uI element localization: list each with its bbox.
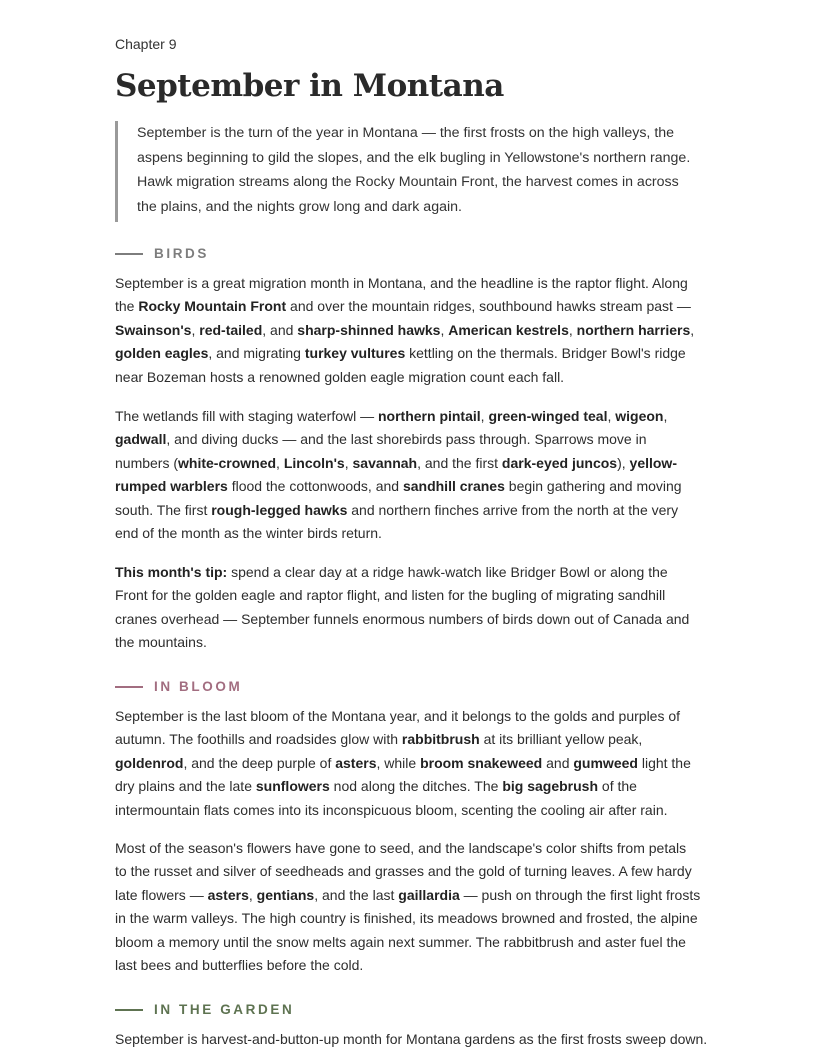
bold-term: green-winged teal xyxy=(488,408,608,424)
tip-label: This month's tip: xyxy=(115,564,228,580)
bold-term: broom snakeweed xyxy=(420,754,543,771)
bold-term: white-crowned xyxy=(178,454,277,471)
bloom-paragraph-2: Most of the season's flowers have gone to seed, and the landscape's color shifts from petals to the russet and silver of seedheads and grasses and the gold of turning leaves. A few hardy late flowers — asters, gentians, and the last gaillardia — push on through the first light frosts in the warm valleys. The high country is finished, its meadows browned and frosted, the alpine bloom a memory until the snow melts again next summer. The rabbitbrush and aster fuel the last bees and butterflies before the cold. xyxy=(115,840,701,974)
birds-paragraph-1: September is a great migration month in Montana, and the headline is the raptor flight. Along the Rocky Mountain Front and over the mountain ridges, southbound hawks stream past — Swainson's, red-tailed, and sharp-shinned hawks, American kestrels, northern harriers, golden eagles, and migrating turkey vultures kettling on the thermals. Bridger Bowl's ridge near Bozeman hosts a renowned golden eagle migration count each fall. xyxy=(115,275,695,385)
bold-term: dark-eyed juncos xyxy=(501,454,618,471)
section-heading-birds xyxy=(115,246,209,261)
bold-term: northern pintail xyxy=(378,408,481,424)
bold-term: savannah xyxy=(352,454,418,471)
bold-term: big sagebrush xyxy=(502,778,599,795)
page-title: September in Montana xyxy=(115,68,504,104)
section-heading-label: BIRDS xyxy=(154,246,210,261)
bold-term: goldenrod xyxy=(115,754,184,771)
bold-term: Lincoln's xyxy=(283,454,345,471)
birds-tip-paragraph: This month's tip: spend a clear day at a ridge hawk-watch like Bridger Bowl or along the Front for the golden eagle and raptor flight, and listen for the bugling of migrating sandhill cranes overhead — September funnels enormous numbers of birds down out of Canada and the mountains. xyxy=(115,564,690,651)
bold-term: golden eagles xyxy=(115,345,209,362)
bold-term: sharp-shinned hawks xyxy=(297,321,441,338)
section-heading-label: IN BLOOM xyxy=(154,679,243,694)
bold-term: wigeon xyxy=(615,408,664,424)
bold-term: sunflowers xyxy=(255,778,330,795)
bloom-paragraph-1: September is the last bloom of the Montana year, and it belongs to the golds and purples of autumn. The foothills and roadsides glow with rabbitbrush at its brilliant yellow peak, goldenrod, and the deep purple of asters, while broom snakeweed and gumweed light the dry plains and the late sunflowers nod along the ditches. The big sagebrush of the intermountain flats comes into its inconspicuous bloom, scenting the cooling air after rain. xyxy=(115,708,691,818)
section-rule xyxy=(115,253,143,255)
bold-term: asters xyxy=(207,886,249,903)
bold-term: gentians xyxy=(256,886,315,903)
bold-term: asters xyxy=(335,754,377,771)
garden-paragraph-1: September is harvest-and-button-up month for Montana gardens as the first frosts sweep down. xyxy=(115,1031,708,1047)
bold-term: sandhill cranes xyxy=(402,478,505,495)
section-heading-label: IN THE GARDEN xyxy=(154,1002,295,1017)
section-heading-in-bloom xyxy=(115,679,242,694)
bold-term: gadwall xyxy=(115,431,167,448)
bold-term: turkey vultures xyxy=(304,345,406,362)
bold-term: Swainson's xyxy=(115,321,192,338)
intro-blockquote: September is the turn of the year in Montana — the first frosts on the high valleys, the aspens beginning to gild the slopes, and the elk bugling in Yellowstone's northern range. Hawk migration streams along the Rocky Mountain Front, the harvest comes in across the plains, and the nights grow long and dark again. xyxy=(115,121,701,222)
bold-term: northern harriers xyxy=(576,321,691,338)
bold-term: Rocky Mountain Front xyxy=(138,298,287,315)
chapter-label: Chapter 9 xyxy=(115,36,177,52)
bold-term: yellow-rumped warblers xyxy=(115,454,677,495)
bold-term: American kestrels xyxy=(448,321,569,338)
section-rule xyxy=(115,1009,143,1011)
bold-term: gumweed xyxy=(573,754,638,771)
bold-term: rough-legged hawks xyxy=(211,501,348,518)
bold-term: red-tailed xyxy=(199,321,263,338)
birds-paragraph-2: The wetlands fill with staging waterfowl — northern pintail, green-winged teal, wigeon, gadwall, and diving ducks — and the last shorebirds pass through. Sparrows move in numbers (white-crowned, Lincoln's, savannah, and the first dark-eyed juncos), yellow-rumped warblers flood the cottonwoods, and sandhill cranes begin gathering and moving south. The first rough-legged hawks and northern finches arrive from the north at the very end of the month as the winter birds return. xyxy=(115,408,682,542)
section-rule xyxy=(115,686,143,688)
bold-term: rabbitbrush xyxy=(401,731,480,748)
section-heading-in-the-garden xyxy=(115,1002,294,1017)
bold-term: gaillardia xyxy=(398,886,460,903)
